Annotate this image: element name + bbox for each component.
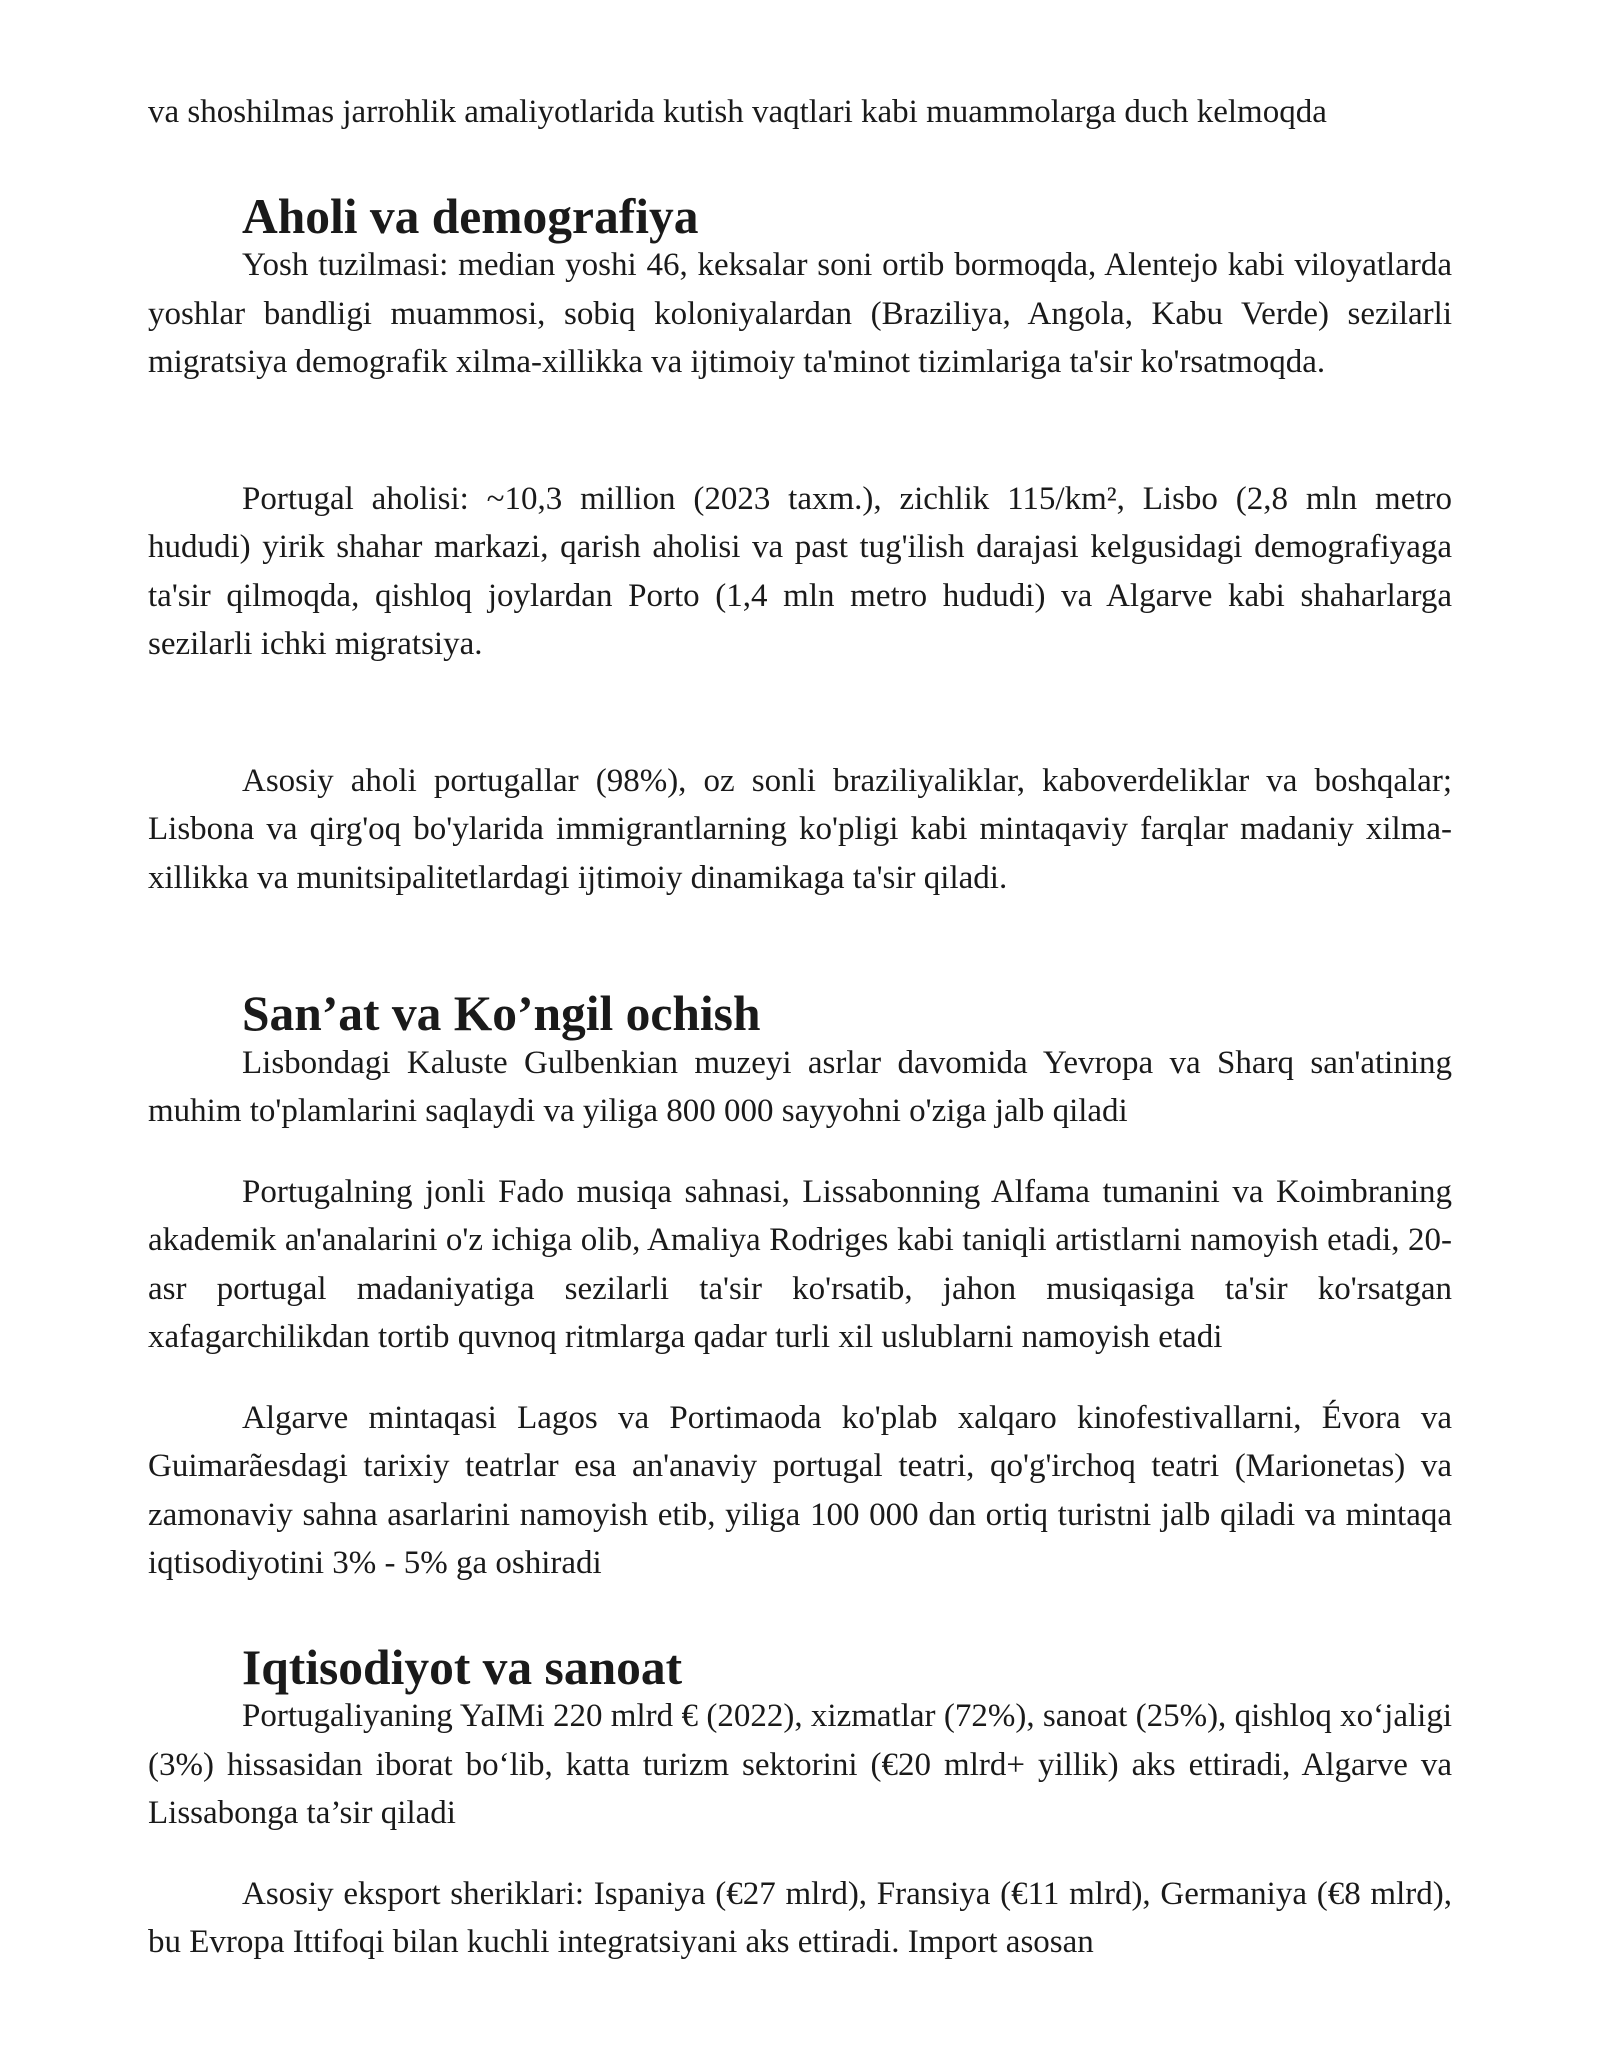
economy-heading: Iqtisodiyot va sanoat bbox=[242, 1639, 683, 1695]
demography-paragraph-population: Portugal aholisi: ~10,3 million (2023 taxm.), zichlik 115/km², Lisbo (2,8 mln metro hududi) yirik shahar markazi, qarish aholisi va past tug'ilish darajasi kelgusidagi demografiyaga ta'sir qilmoqda, qishloq joylardan Porto (1,4 mln metro hududi) va Algarve kabi shaharlarga sezilarli ichki migratsiya. bbox=[148, 480, 1452, 662]
document-page bbox=[148, 88, 1452, 1967]
arts-heading: San’at va Ko’ngil ochish bbox=[242, 986, 761, 1041]
economy-paragraph-gdp: Portugaliyaning YaIMi 220 mlrd € (2022), xizmatlar (72%), sanoat (25%), qishloq xo‘jaligi (3%) hissasidan iborat bo‘lib, katta turizm sektorini (€20 mlrd+ yillik) aks ettiradi, Algarve va Lissabonga ta’sir qiladi bbox=[148, 1698, 1452, 1831]
arts-paragraph-fado: Portugalning jonli Fado musiqa sahnasi, Lissabonning Alfama tumanini va Koimbraning akademik an'analarini o'z ichiga olib, Amaliya Rodriges kabi taniqli artistlarni namoyish etadi, 20-asr portugal madaniyatiga sezilarli ta'sir ko'rsatib, jahon musiqasiga ta'sir ko'rsatgan xafagarchilikdan tortib quvnoq ritmlarga qadar turli xil uslublarni namoyish etadi bbox=[148, 1173, 1452, 1355]
arts-paragraph-museum: Lisbondagi Kaluste Gulbenkian muzeyi asrlar davomida Yevropa va Sharq san'atining muhim to'plamlarini saqlaydi va yiliga 800 000 sayyohni o'ziga jalb qiladi bbox=[148, 1044, 1452, 1129]
economy-paragraph-exports: Asosiy eksport sheriklari: Ispaniya (€27 mlrd), Fransiya (€11 mlrd), Germaniya (€8 mlrd), bu Evropa Ittifoqi bilan kuchli integratsiyani aks ettiradi. Import asosan bbox=[148, 1875, 1452, 1960]
intro-continuation: va shoshilmas jarrohlik amaliyotlarida kutish vaqtlari kabi muammolarga duch kelmoqda bbox=[148, 94, 1327, 130]
demography-paragraph-ethnicity: Asosiy aholi portugallar (98%), oz sonli braziliyaliklar, kaboverdeliklar va boshqalar; Lisbona va qirg'oq bo'ylarida immigrantlarning ko'pligi kabi mintaqaviy farqlar madaniy xilma-xillikka va munitsipalitetlardagi ijtimoiy dinamikaga ta'sir qiladi. bbox=[148, 762, 1452, 896]
demography-paragraph-age: Yosh tuzilmasi: median yoshi 46, keksalar soni ortib bormoqda, Alentejo kabi viloyatlarda yoshlar bandligi muammosi, sobiq koloniyalardan (Braziliya, Angola, Kabu Verde) sezilarli migratsiya demografik xilma-xillikka va ijtimoiy ta'minot tizimlariga ta'sir ko'rsatmoqda. bbox=[148, 247, 1452, 380]
demography-heading: Aholi va demografiya bbox=[242, 188, 699, 244]
arts-paragraph-festivals: Algarve mintaqasi Lagos va Portimaoda ko'plab xalqaro kinofestivallarni, Évora va Guimarãesdagi tarixiy teatrlar esa an'anaviy portugal teatri, qo'g'irchoq teatri (Marionetas) va zamonaviy sahna asarlarini namoyish etib, yiliga 100 000 dan ortiq turistni jalb qiladi va mintaqa iqtisodiyotini 3% - 5% ga oshiradi bbox=[148, 1399, 1452, 1581]
